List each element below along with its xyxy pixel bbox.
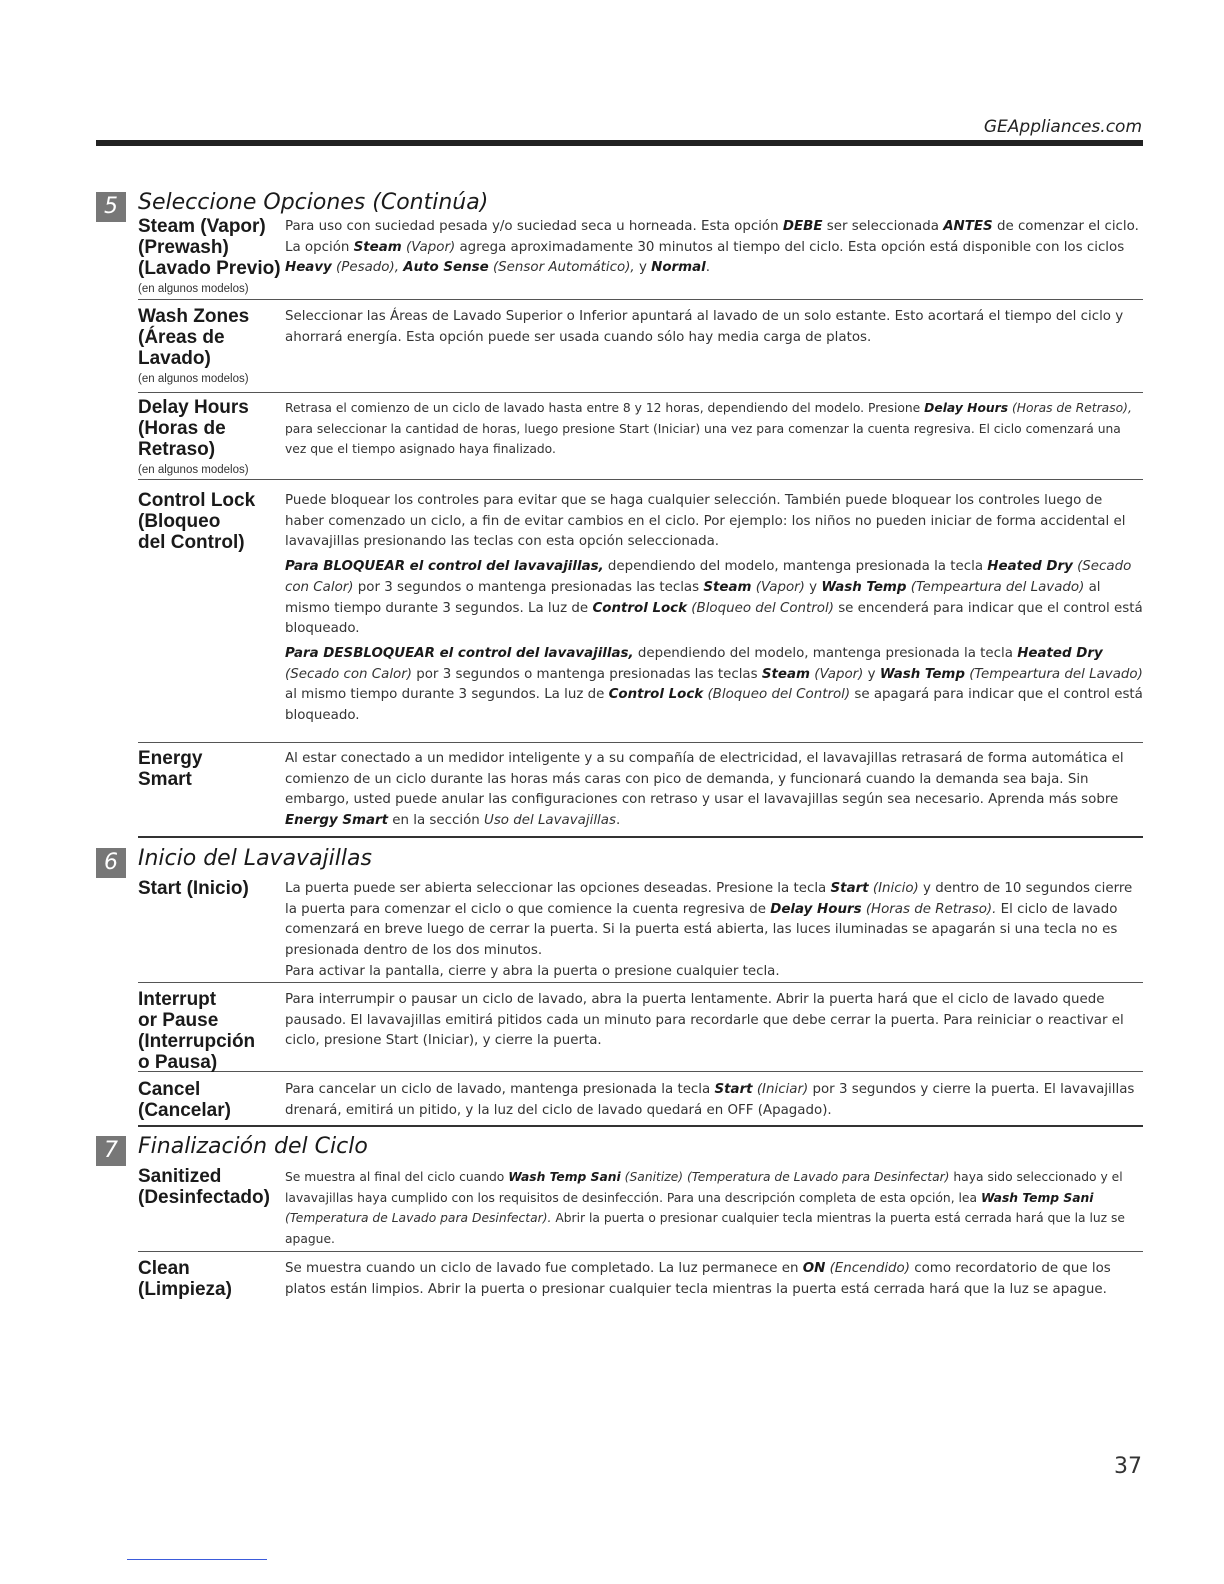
text: Para uso con suciedad pesada y/o suciedad seca u horneada. Esta opción bbox=[285, 219, 783, 234]
desc-interrupt: Para interrumpir o pausar un ciclo de lavado, abra la puerta lentamente. Abrir la puerta hará que el ciclo de lavado quede pausado. El lavavajillas emitirá pitidos cada un minuto para recordarle que debe cerrar la puerta. Para reiniciar o reactivar el ciclo, presione Start (Iniciar), y cierre la puerta. bbox=[285, 992, 1124, 1049]
text: por 3 segundos o mantenga presionadas las teclas bbox=[411, 666, 762, 682]
text: El ciclo de lavado comenzará en breve luego de cerrar la puerta. Si la puerta está abierta, las luces iluminadas se apagarán si una tecla no es presionada dentro de los dos minutos. bbox=[285, 901, 1118, 959]
text-italic: (Bloqueo del Control) bbox=[703, 687, 851, 703]
text-italic: (Iniciar) bbox=[752, 1082, 809, 1097]
paragraph-unlock bbox=[285, 644, 1145, 727]
term-line: Sanitized bbox=[138, 1166, 222, 1187]
term-line: Control Lock bbox=[138, 490, 256, 511]
text-italic: (Secado con Calor) bbox=[285, 559, 1132, 595]
footnote-divider bbox=[127, 1559, 267, 1560]
text-bold: Wash Temp bbox=[879, 666, 965, 682]
text: dependiendo del modelo, mantenga presionada la tecla bbox=[633, 645, 1018, 661]
text: por 3 segundos o mantenga presionadas las teclas bbox=[353, 579, 704, 595]
entry-control-lock bbox=[138, 490, 1143, 743]
term-line: Delay Hours bbox=[138, 397, 249, 418]
text-bold: Delay Hours bbox=[924, 401, 1009, 415]
text-bold: Steam bbox=[761, 666, 810, 682]
term-interrupt bbox=[138, 989, 283, 1073]
text-bold: Control Lock bbox=[608, 687, 704, 703]
term-line: (Cancelar) bbox=[138, 1100, 231, 1121]
term-energy-smart bbox=[138, 748, 283, 790]
term-line: Cancel bbox=[138, 1079, 201, 1100]
desc-control-lock bbox=[285, 491, 1145, 727]
models-note: (en algunos modelos) bbox=[138, 373, 249, 385]
text: al mismo tiempo durante 3 segundos. La luz de bbox=[285, 687, 609, 703]
term-steam bbox=[138, 216, 283, 297]
term-line: del Control) bbox=[138, 532, 245, 553]
entry-steam bbox=[138, 216, 1143, 300]
text-italic: (Horas de Retraso), bbox=[1008, 401, 1132, 415]
text-bold: Delay Hours bbox=[770, 901, 862, 917]
section-6-title: Inicio del Lavavajillas bbox=[138, 846, 372, 871]
text: de comenzar el ciclo. La opción bbox=[285, 219, 1139, 255]
text-italic: (Vapor) bbox=[809, 666, 864, 682]
term-line: (Áreas de bbox=[138, 327, 225, 348]
text-bold: Wash Temp Sani bbox=[980, 1190, 1094, 1205]
term-line: (Limpieza) bbox=[138, 1279, 232, 1300]
entry-clean bbox=[138, 1258, 1143, 1328]
text: por 3 segundos y cierre la puerta. El lavavajillas drenará, emitirá un pitido, y la luz del ciclo de lavado quedará en OFF (Apagado). bbox=[285, 1082, 1135, 1118]
desc-sanitized bbox=[285, 1167, 1145, 1250]
text-italic: (Horas de Retraso). bbox=[861, 901, 997, 917]
term-line: Clean bbox=[138, 1258, 190, 1279]
step-7-badge: 7 bbox=[96, 1136, 126, 1166]
text: Al estar conectado a un medidor inteligente y a su compañía de electricidad, el lavavajillas retrasará de forma automática el comienzo de un ciclo durante las horas más caras con pico de demanda, y funcionará cuando la demanda sea baja. Sin embargo, usted puede anular las configuraciones con retraso y usar el lavavajillas según sea necesario. Aprenda más sobre bbox=[285, 751, 1124, 808]
text-bold: Auto Sense bbox=[403, 260, 489, 276]
text-bold: Steam bbox=[353, 239, 402, 255]
paragraph bbox=[285, 879, 1145, 962]
text: al mismo tiempo durante 3 segundos. La luz de bbox=[285, 579, 1101, 616]
term-wash-zones bbox=[138, 306, 283, 387]
text: Se muestra cuando un ciclo de lavado fue completado. La luz permanece en bbox=[285, 1261, 803, 1276]
text-bold: Para BLOQUEAR el control del lavavajillas, bbox=[285, 559, 604, 575]
text: Para cancelar un ciclo de lavado, mantenga presionada la tecla bbox=[285, 1082, 715, 1097]
section-7-title: Finalización del Ciclo bbox=[138, 1134, 368, 1159]
desc-delay-hours bbox=[285, 398, 1145, 460]
term-cancel bbox=[138, 1079, 283, 1121]
term-line: (Lavado Previo) bbox=[138, 258, 281, 279]
term-line: Interrupt bbox=[138, 989, 217, 1010]
text-bold: Heated Dry bbox=[987, 559, 1073, 575]
desc-clean bbox=[285, 1259, 1145, 1300]
text-bold: Heavy bbox=[285, 260, 332, 276]
text-italic: Uso del Lavavajillas bbox=[484, 813, 616, 829]
text-italic: (Secado con Calor) bbox=[285, 666, 412, 682]
text: y bbox=[634, 260, 652, 276]
text: Retrasa el comienzo de un ciclo de lavado hasta entre 8 y 12 horas, dependiendo del modelo. Presione bbox=[285, 401, 925, 415]
text-bold: Heated Dry bbox=[1017, 645, 1103, 661]
desc-steam bbox=[285, 217, 1145, 279]
term-delay-hours bbox=[138, 397, 283, 478]
text-italic: (Encendido) bbox=[825, 1261, 910, 1276]
term-line: (Prewash) bbox=[138, 237, 229, 258]
text: . bbox=[705, 260, 710, 276]
term-control-lock bbox=[138, 490, 283, 553]
text: y bbox=[804, 579, 822, 595]
desc-start bbox=[285, 879, 1145, 983]
desc-wash-zones: Seleccionar las Áreas de Lavado Superior o Inferior apuntará al lavado de un solo estante. Esto acortará el tiempo del ciclo y ahorrará energía. Esta opción puede ser usada cuando sólo hay media carga de platos. bbox=[285, 309, 1124, 345]
text: haya sido seleccionado y el lavavajillas haya cumplido con los requisitos de desinfección. Para una descripción completa de esta opción, lea bbox=[285, 1170, 1123, 1205]
text: para seleccionar la cantidad de horas, luego presione Start (Iniciar) una vez para comenzar la cuenta regresiva. El ciclo comenzará una vez que el tiempo asignado haya finalizado. bbox=[285, 421, 1121, 457]
entry-energy-smart bbox=[138, 748, 1143, 838]
text-bold: Steam bbox=[703, 579, 752, 595]
term-line: Lavado) bbox=[138, 348, 211, 369]
text: Abrir la puerta o presionar cualquier tecla mientras la puerta está cerrada hará que la luz se apague. bbox=[285, 1211, 1125, 1247]
text: en la sección bbox=[387, 813, 485, 829]
entry-start bbox=[138, 878, 1143, 983]
text: agrega aproximadamente 30 minutos al tiempo del ciclo. Esta opción está disponible con los ciclos bbox=[455, 239, 1125, 255]
term-line: Steam (Vapor) bbox=[138, 216, 266, 237]
paragraph: Para activar la pantalla, cierre y abra la puerta o presione cualquier tecla. bbox=[285, 963, 780, 979]
text-bold: Normal bbox=[651, 260, 706, 276]
text-italic: (Vapor) bbox=[751, 579, 805, 595]
text: como recordatorio de que los platos están limpios. Abrir la puerta o presionar cualquier tecla mientras la puerta está cerrada hará que la luz se apague. bbox=[285, 1261, 1111, 1297]
step-6-badge: 6 bbox=[96, 848, 126, 878]
term-line: (Desinfectado) bbox=[138, 1187, 270, 1208]
term-line: Start (Inicio) bbox=[138, 878, 249, 899]
text: se apagará para indicar que el control está bloqueado. bbox=[285, 687, 1143, 724]
text-bold: ON bbox=[802, 1261, 826, 1276]
term-line: (Interrupción bbox=[138, 1031, 256, 1052]
term-line: Smart bbox=[138, 769, 192, 790]
text-bold: Wash Temp bbox=[821, 579, 907, 595]
paragraph: Puede bloquear los controles para evitar que se haga cualquier selección. También puede bloquear los controles luego de haber comenzado un ciclo, a fin de evitar cambios en el ciclo. Por ejemplo: los niños no pueden iniciar de forma accidental el lavavajillas presionando las teclas con esta opción seleccionada. bbox=[285, 493, 1126, 550]
term-line: (Bloqueo bbox=[138, 511, 221, 532]
text-italic: (Pesado), bbox=[331, 260, 399, 276]
step-5-badge: 5 bbox=[96, 192, 126, 222]
paragraph-lock bbox=[285, 557, 1145, 640]
text-italic: (Tempeartura del Lavado) bbox=[964, 666, 1143, 682]
desc-energy-smart bbox=[285, 749, 1145, 832]
term-sanitized bbox=[138, 1166, 283, 1208]
text: se encenderá para indicar que el control está bloqueado. bbox=[285, 600, 1143, 637]
text-bold: Control Lock bbox=[592, 600, 688, 616]
term-line: Retraso) bbox=[138, 439, 216, 460]
text-bold: ANTES bbox=[943, 219, 993, 234]
text-bold: Start bbox=[830, 881, 869, 896]
text: ser seleccionada bbox=[822, 219, 944, 234]
text-italic: (Temperatura de Lavado para Desinfectar). bbox=[285, 1211, 552, 1226]
site-url: GEAppliances.com bbox=[983, 117, 1142, 137]
text-italic: (Vapor) bbox=[401, 239, 456, 255]
entry-delay-hours bbox=[138, 397, 1143, 480]
text: y dentro de 10 segundos cierre la puerta para comenzar el ciclo o que comience la cuenta regresiva de bbox=[285, 881, 1133, 917]
section-5-title: Seleccione Opciones (Continúa) bbox=[138, 190, 489, 215]
text-italic: (Bloqueo del Control) bbox=[687, 600, 834, 616]
text-bold: Energy Smart bbox=[285, 813, 388, 829]
entry-sanitized bbox=[138, 1166, 1143, 1252]
text-bold: Wash Temp Sani bbox=[508, 1170, 621, 1184]
text-bold: DEBE bbox=[782, 219, 823, 234]
text-bold: Para DESBLOQUEAR el control del lavavajillas, bbox=[285, 645, 634, 661]
text-italic: (Tempeartura del Lavado) bbox=[906, 579, 1085, 595]
text-italic: (Sensor Automático), bbox=[488, 260, 635, 276]
text: La puerta puede ser abierta seleccionar las opciones deseadas. Presione la tecla bbox=[285, 881, 831, 896]
text: Se muestra al final del ciclo cuando bbox=[285, 1170, 509, 1184]
models-note: (en algunos modelos) bbox=[138, 464, 249, 476]
entry-wash-zones bbox=[138, 306, 1143, 393]
term-line: o Pausa) bbox=[138, 1052, 218, 1073]
desc-cancel bbox=[285, 1080, 1145, 1121]
text-italic: (Sanitize) (Temperatura de Lavado para Desinfectar) bbox=[620, 1170, 950, 1184]
entry-cancel bbox=[138, 1079, 1143, 1127]
models-note: (en algunos modelos) bbox=[138, 283, 249, 295]
text: y bbox=[863, 666, 880, 682]
text: . bbox=[615, 813, 621, 829]
term-clean bbox=[138, 1258, 283, 1300]
header-rule bbox=[96, 140, 1143, 146]
entry-interrupt bbox=[138, 989, 1143, 1072]
term-line: Energy bbox=[138, 748, 203, 769]
term-start bbox=[138, 878, 283, 899]
term-line: Wash Zones bbox=[138, 306, 250, 327]
text: dependiendo del modelo, mantenga presionada la tecla bbox=[603, 559, 988, 575]
page-number: 37 bbox=[1114, 1454, 1142, 1479]
text-italic: (Inicio) bbox=[868, 881, 919, 896]
term-line: (Horas de bbox=[138, 418, 226, 439]
text-bold: Start bbox=[714, 1082, 753, 1097]
term-line: or Pause bbox=[138, 1010, 219, 1031]
